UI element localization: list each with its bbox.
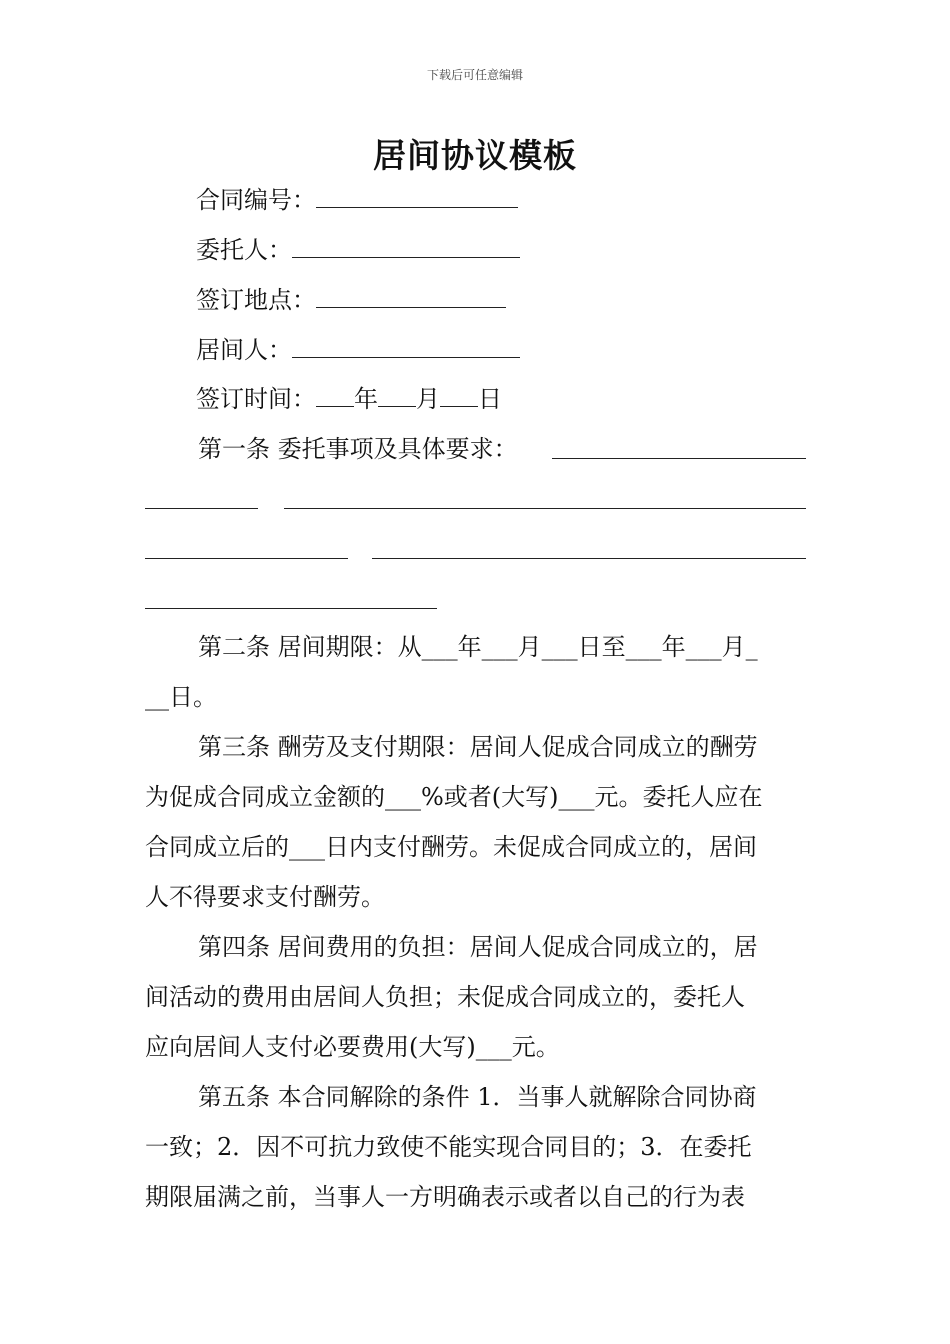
header-note: 下载后可任意编辑 — [426, 68, 523, 82]
year-blank — [316, 384, 354, 407]
article-1-blank-4 — [145, 558, 348, 559]
article-5-line-1: 第五条 本合同解除的条件 1．当事人就解除合同协商 — [198, 1083, 757, 1111]
article-2-line-2: __日。 — [145, 683, 217, 711]
article-3-line-3: 合同成立后的___日内支付酬劳。未促成合同成立的，居间 — [145, 833, 757, 861]
year-label: 年 — [354, 385, 378, 413]
article-1-blank-3 — [284, 508, 806, 509]
article-3-line-4: 人不得要求支付酬劳。 — [145, 883, 385, 911]
month-blank — [378, 384, 416, 407]
broker-label: 居间人： — [196, 336, 292, 364]
sign-place-field — [196, 285, 506, 315]
document-title: 居间协议模板 — [373, 136, 577, 175]
day-blank — [440, 384, 478, 407]
day-label: 日 — [478, 385, 502, 413]
sign-place-blank — [316, 285, 506, 308]
client-field — [196, 235, 520, 265]
article-5-line-3: 期限届满之前，当事人一方明确表示或者以自己的行为表 — [145, 1183, 745, 1211]
article-1-blank-1 — [552, 458, 806, 459]
article-3-line-2: 为促成合同成立金额的___%或者(大写)___元。委托人应在 — [145, 783, 763, 811]
contract-number-label: 合同编号： — [196, 186, 316, 214]
article-5-line-2: 一致；2．因不可抗力致使不能实现合同目的；3．在委托 — [145, 1133, 752, 1161]
sign-time-field — [196, 384, 502, 414]
client-label: 委托人： — [196, 236, 292, 264]
article-4-line-1: 第四条 居间费用的负担：居间人促成合同成立的，居 — [198, 933, 758, 961]
month-label: 月 — [416, 385, 440, 413]
article-3-line-1: 第三条 酬劳及支付期限：居间人促成合同成立的酬劳 — [198, 733, 758, 761]
broker-blank — [292, 335, 520, 358]
client-blank — [292, 235, 520, 258]
broker-field — [196, 335, 520, 365]
article-4-line-3: 应向居间人支付必要费用(大写)___元。 — [145, 1033, 560, 1061]
article-1-blank-2 — [145, 508, 258, 509]
article-1-heading: 第一条 委托事项及具体要求： — [198, 435, 518, 463]
article-4-line-2: 间活动的费用由居间人负担；未促成合同成立的，委托人 — [145, 983, 745, 1011]
article-1-blank-6 — [145, 608, 437, 609]
article-2-line-1: 第二条 居间期限：从___年___月___日至___年___月_ — [198, 633, 758, 661]
sign-time-label: 签订时间： — [196, 385, 316, 413]
article-1-blank-5 — [372, 558, 806, 559]
contract-number-blank — [316, 185, 518, 208]
sign-place-label: 签订地点： — [196, 286, 316, 314]
contract-number-field — [196, 185, 518, 215]
